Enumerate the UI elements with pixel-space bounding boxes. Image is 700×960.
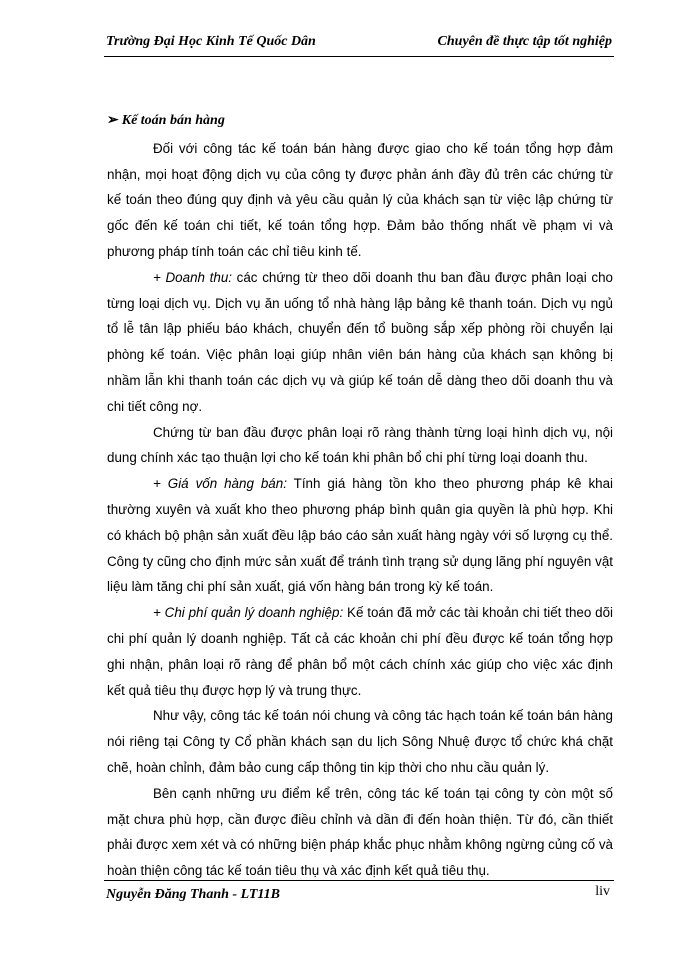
text-revenue: các chứng từ theo dõi doanh thu ban đầu được phân loại cho từng loại dịch vụ. Dịch vụ ăn uống tổ nhà hàng lập bảng kê thanh toán. Dịch vụ ngủ tổ lễ tân lập phiếu báo khách, chuyển đến tổ buồng sắp xếp phòng rồi chuyển lại phòng kế toán. Việc phân loại giúp nhân viên bán hàng của khách sạn không bị nhầm lẫn khi thanh toán các dịch vụ và giúp kế toán dễ dàng theo dõi doanh thu và chi tiết công nợ.: [107, 269, 613, 414]
page-body: [107, 108, 613, 884]
text-admin-expenses: Kế toán đã mở các tài khoản chi tiết theo dõi chi phí quản lý doanh nghiệp. Tất cả các khoản chi phí đều được kế toán tổng hợp ghi nhận, phân loại rõ ràng để phân bổ một cách chính xác giúp cho việc xác định kết quả tiêu thụ được hợp lý và trung thực.: [107, 605, 613, 698]
section-title: Kế toán bán hàng: [121, 113, 225, 128]
paragraph-revenue: [107, 265, 613, 420]
paragraph-documents: Chứng từ ban đầu được phân loại rõ ràng thành từng loại hình dịch vụ, nội dung chính xác tạo thuận lợi cho kế toán khi phân bổ chi phí từng loại doanh thu.: [107, 424, 613, 466]
arrow-bullet-icon: ➢: [107, 113, 119, 128]
page-number: liv: [595, 884, 610, 899]
paragraph-cost-of-goods: [107, 471, 613, 600]
section-heading: [107, 108, 613, 134]
label-revenue: + Doanh thu:: [153, 269, 232, 285]
header-document-type: Chuyên đề thực tập tốt nghiệp: [437, 34, 612, 49]
label-admin-expenses: + Chi phí quản lý doanh nghiệp:: [153, 605, 344, 621]
page-header: [104, 32, 614, 57]
header-university: Trường Đại Học Kinh Tế Quốc Dân: [106, 34, 316, 49]
paragraph-intro: Đối với công tác kế toán bán hàng được giao cho kế toán tổng hợp đảm nhận, mọi hoạt động dịch vụ của công ty được phản ánh đầy đủ trên các chứng từ kế toán theo đúng quy định và yêu cầu quản lý của khách sạn từ việc lập chứng từ gốc đến kế toán chi tiết, kế toán tổng hợp. Đảm bảo thống nhất về phạm vi và phương pháp tính toán các chỉ tiêu kinh tế.: [107, 140, 613, 259]
text-cost-of-goods: Tính giá hàng tồn kho theo phương pháp kê khai thường xuyên và xuất kho theo phương pháp bình quân gia quyền là phù hợp. Khi có khách bộ phận sản xuất đều lập báo cáo sản xuất hàng ngày với số lượng cụ thể. Công ty cũng cho định mức sản xuất để tránh tình trạng sử dụng lãng phí nguyên vật liệu làm tăng chi phí sản xuất, giá vốn hàng bán trong kỳ kế toán.: [107, 476, 614, 595]
page-footer: [104, 880, 614, 911]
paragraph-admin-expenses: [107, 600, 613, 703]
paragraph-limitations: Bên cạnh những ưu điểm kể trên, công tác kế toán tại công ty còn một số mặt chưa phù hợp, cần được điều chỉnh và dần đi đến hoàn thiện. Từ đó, cần thiết phải được xem xét và có những biện pháp khắc phục nhằm không ngừng củng cố và hoàn thiện công tác kế toán tiêu thụ và xác định kết quả tiêu thụ.: [107, 785, 613, 879]
label-cost-of-goods: + Giá vốn hàng bán:: [153, 476, 287, 492]
paragraph-summary: Như vậy, công tác kế toán nói chung và công tác hạch toán kế toán bán hàng nói riêng tại Công ty Cổ phần khách sạn du lịch Sông Nhuệ được tổ chức khá chặt chẽ, hoàn chỉnh, đảm bảo cung cấp thông tin kịp thời cho nhu cầu quản lý.: [107, 708, 613, 775]
footer-author: Nguyễn Đăng Thanh - LT11B: [106, 887, 280, 902]
